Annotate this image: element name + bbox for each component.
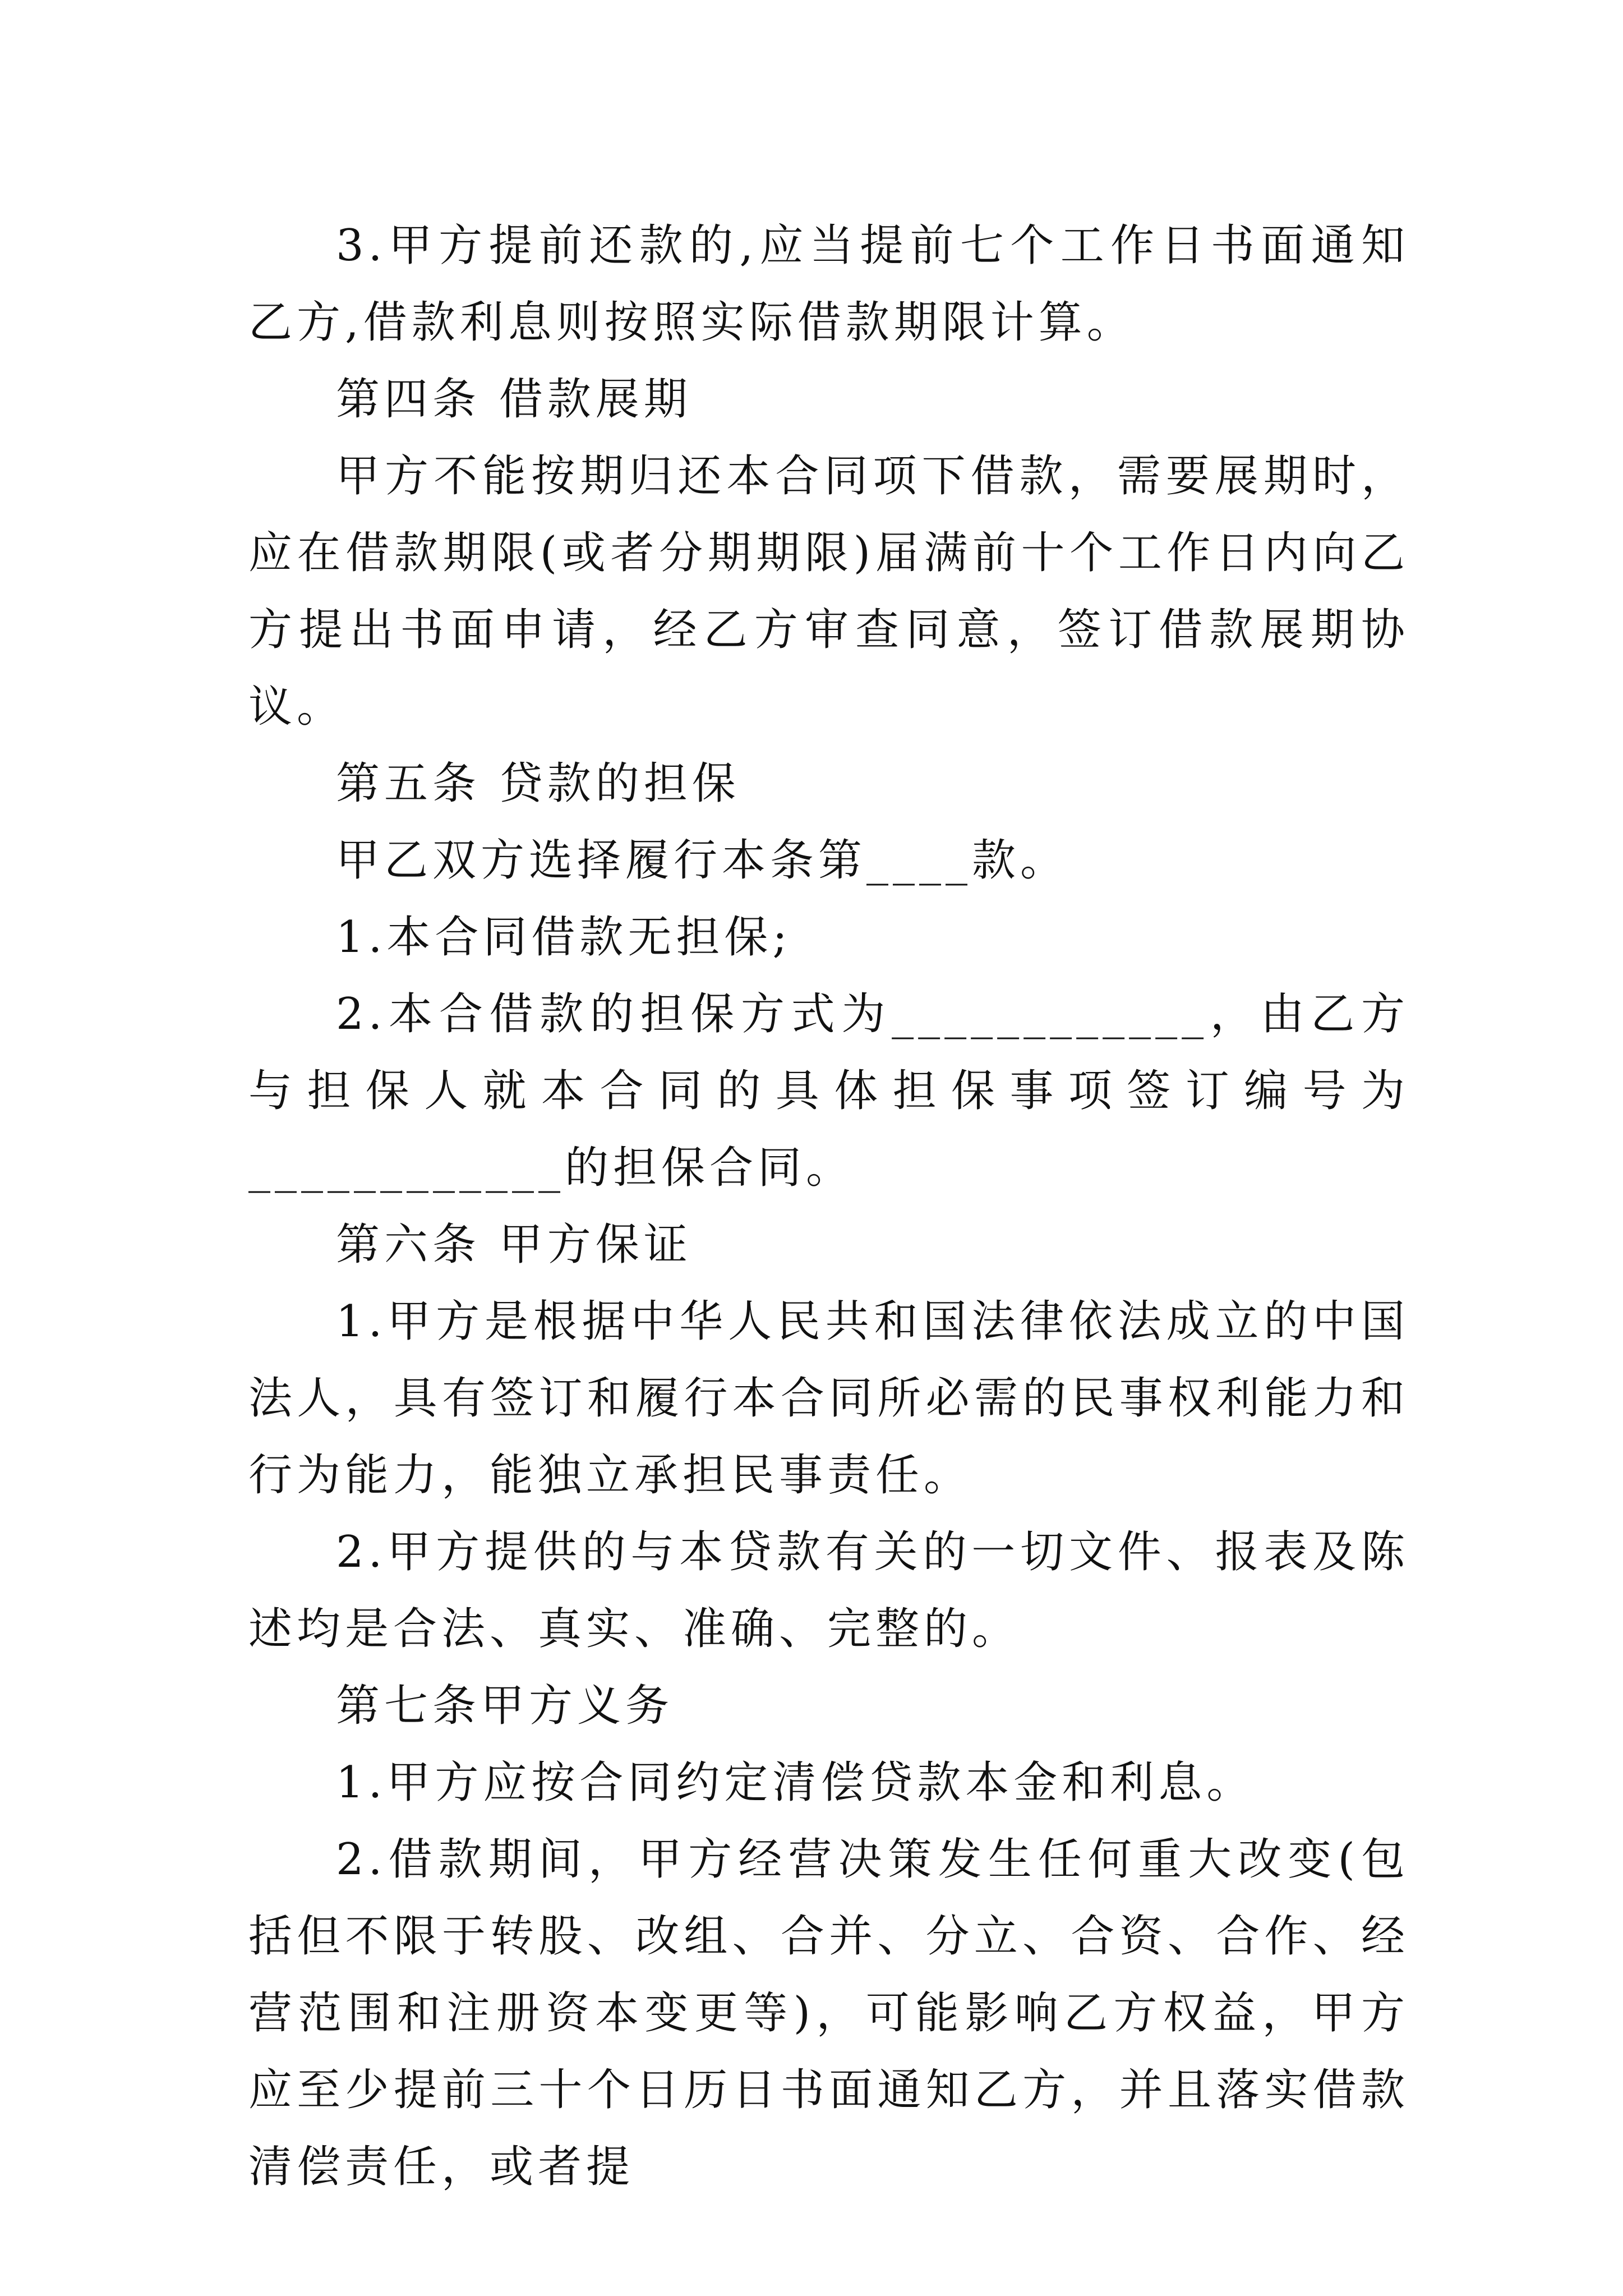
paragraph-repay-principal: 1.甲方应按合同约定清偿贷款本金和利息。	[336, 1757, 1255, 1808]
paragraph-loan-extension: 甲方不能按期归还本合同项下借款，需要展期时，应在借款期限(或者分期期限)届满前十个工作日内向乙方提出书面申请，经乙方审查同意，签订借款展期协议。	[248, 451, 1409, 732]
paragraph-no-guarantee: 1.本合同借款无担保;	[336, 912, 792, 963]
paragraph-guarantee-method: 2.本合借款的担保方式为____________，由乙方与担保人就本合同的具体担保事项签订编号为____________的担保合同。	[248, 989, 1409, 1193]
paragraph-legal-person: 1.甲方是根据中华人民共和国法律依法成立的中国法人，具有签订和履行本合同所必需的民事权利能力和行为能力，能独立承担民事责任。	[248, 1296, 1409, 1501]
heading-article-4: 第四条 借款展期	[336, 374, 692, 425]
heading-article-5: 第五条 贷款的担保	[336, 758, 740, 809]
document-body	[248, 208, 1409, 2206]
paragraph-prepayment-notice: 3.甲方提前还款的,应当提前七个工作日书面通知乙方,借款利息则按照实际借款期限计算。	[248, 220, 1409, 348]
paragraph-documents-true: 2.甲方提供的与本贷款有关的一切文件、报表及陈述均是合法、真实、准确、完整的。	[248, 1527, 1409, 1654]
heading-article-7: 第七条甲方义务	[336, 1681, 674, 1731]
heading-article-6: 第六条 甲方保证	[336, 1220, 692, 1270]
paragraph-major-changes: 2.借款期间，甲方经营决策发生任何重大改变(包括但不限于转股、改组、合并、分立、合资、合作、经营范围和注册资本变更等)，可能影响乙方权益，甲方应至少提前三十个日历日书面通知乙方，并且落实借款清偿责任，或者提	[248, 1834, 1409, 2192]
paragraph-guarantee-choice: 甲乙双方选择履行本条第____款。	[336, 835, 1069, 886]
